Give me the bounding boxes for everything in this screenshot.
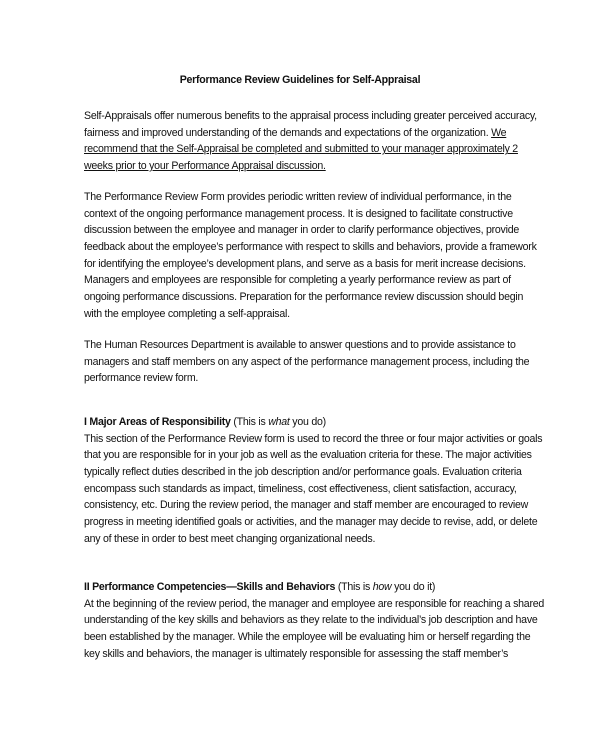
text-line: with the employee completing a self-appraisal. (84, 307, 290, 320)
underlined-text: We (491, 126, 507, 139)
paragraph-hr (84, 337, 530, 387)
text-line: typically reflect duties described in the job description and/or performance goals. Evaluation criteria (84, 466, 522, 479)
section-note-emphasis: what (268, 416, 290, 428)
section-note: (This is (230, 416, 269, 428)
text-line: that you are responsible for in your job as well as the evaluation criteria for these. The major activities (84, 449, 532, 462)
underlined-text-line: recommend that the Self-Appraisal be completed and submitted to your manager approximately 2 (84, 143, 518, 156)
section-heading (84, 414, 524, 431)
section-note: (This is (335, 581, 373, 593)
text-line (84, 125, 524, 142)
text-line: understanding of the key skills and behaviors as they relate to the individual’s job description and have (84, 614, 538, 627)
text-line: discussion between the employee and manager in order to clarify performance objectives, provide (84, 224, 519, 237)
paragraph-review-form (84, 189, 537, 323)
text-line: consistency, etc. During the review period, the manager and staff member are encouraged to review (84, 499, 529, 512)
text-line: This section of the Performance Review form is used to record the three or four major activities or goals (84, 432, 543, 445)
section-note-emphasis: how (372, 581, 392, 593)
text-line: performance review form. (84, 372, 199, 385)
paragraph-intro (84, 108, 537, 175)
text-line: At the beginning of the review period, the manager and employee are responsible for reaching a shared (84, 597, 545, 610)
section-heading-text: II Performance Competencies—Skills and Behaviors (84, 581, 336, 593)
section-heading (84, 579, 524, 596)
text-line: key skills and behaviors, the manager is ultimately responsible for assessing the staff member’s (84, 647, 509, 660)
underlined-text-line: weeks prior to your Performance Appraisal discussion. (84, 160, 326, 173)
text-line: been established by the manager. While the employee will be evaluating him or herself regarding the (84, 631, 531, 644)
text-line: encompass such standards as impact, timeliness, cost effectiveness, client satisfaction, accuracy, (84, 482, 517, 495)
text-segment: fairness and improved understanding of the demands and expectations of the organization. (84, 126, 492, 139)
section-major-areas (84, 414, 543, 548)
text-line: managers and staff members on any aspect of the performance management process, including the (84, 355, 530, 368)
text-line: Managers and employees are responsible for completing a yearly performance review as part of (84, 274, 511, 287)
document-title: Performance Review Guidelines for Self-Appraisal (179, 74, 421, 86)
section-note: you do) (289, 416, 326, 428)
text-line: The Performance Review Form provides periodic written review of individual performance, in the (84, 191, 512, 203)
text-line: feedback about the employee’s performance with respect to skills and behaviors, provide a framework (84, 241, 537, 254)
text-line: ongoing performance discussions. Preparation for the performance review discussion should begin (84, 291, 524, 304)
section-heading-text: I Major Areas of Responsibility (84, 416, 231, 428)
text-line: context of the ongoing performance management process. It is designed to facilitate constructive (84, 207, 513, 220)
text-line: any of these in order to best meet changing organizational needs. (84, 532, 376, 545)
section-note: you do it) (391, 581, 436, 593)
text-line: The Human Resources Department is available to answer questions and to provide assistance to (84, 339, 516, 351)
section-competencies (84, 579, 545, 662)
text-line: Self-Appraisals offer numerous benefits to the appraisal process including greater perceived accuracy, (84, 110, 537, 122)
text-line: for identifying the employee’s development plans, and serve as a basis for merit increase decisions. (84, 257, 526, 270)
text-line: progress in meeting identified goals or activities, and the manager may decide to revise, add, or delete (84, 516, 538, 529)
